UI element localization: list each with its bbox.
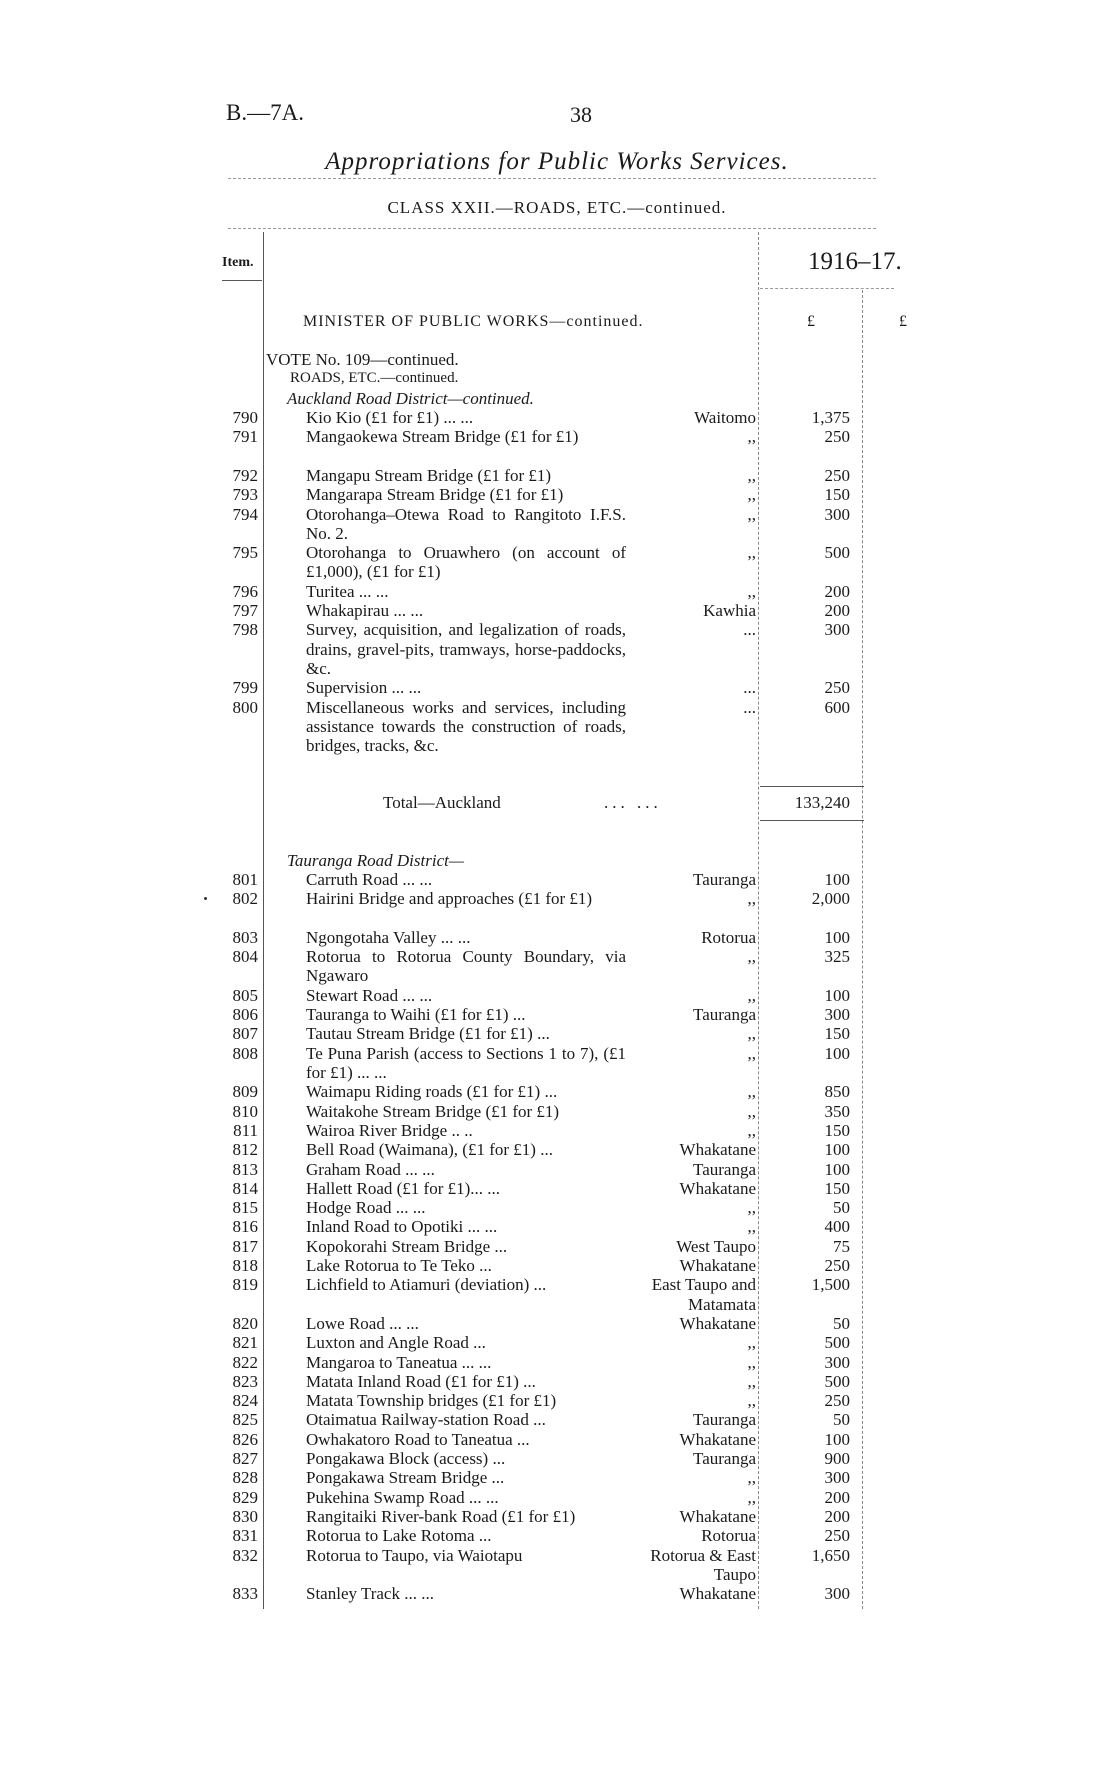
item-amount: 300 — [824, 504, 850, 524]
item-amount: 50 — [833, 1313, 850, 1333]
item-number: 806 — [232, 1005, 258, 1025]
auckland-total-amount: 133,240 — [794, 793, 850, 812]
item-district: ,, — [747, 1468, 756, 1488]
item-district: Tauranga — [693, 1005, 756, 1025]
item-amount: 200 — [824, 1487, 850, 1507]
item-amount: 500 — [824, 1371, 850, 1391]
item-amount: 200 — [824, 601, 850, 620]
item-number: 791 — [232, 427, 258, 447]
item-description: Rotorua to Rotorua County Boundary, via Ngawaro — [306, 947, 626, 986]
item-amount: 250 — [824, 1256, 850, 1275]
item-district: ,, — [747, 889, 756, 909]
item-number: 795 — [232, 543, 258, 563]
item-district: Rotorua & East Taupo — [650, 1545, 756, 1584]
item-number: 821 — [232, 1333, 258, 1353]
item-description: Lichfield to Atiamuri (deviation) ... — [306, 1275, 547, 1295]
item-amount: 250 — [824, 1526, 850, 1546]
item-description: Tauranga to Waihi (£1 for £1) ... — [306, 1005, 526, 1025]
item-number: 817 — [232, 1236, 258, 1256]
item-district: Tauranga — [693, 870, 756, 889]
item-amount: 850 — [824, 1082, 850, 1102]
item-district: ... — [743, 697, 756, 717]
item-number: 829 — [232, 1487, 258, 1507]
item-number: 812 — [232, 1140, 258, 1160]
item-amount: 100 — [824, 870, 850, 889]
item-column-rule — [263, 232, 264, 1609]
item-description: Lowe Road ... ... — [306, 1313, 419, 1333]
item-amount: 50 — [833, 1410, 850, 1430]
item-district: Whakatane — [679, 1313, 756, 1333]
item-district: Rotorua — [701, 927, 756, 947]
item-amount: 150 — [824, 1024, 850, 1044]
amount-column-rule — [862, 290, 863, 1609]
class-rule — [228, 228, 876, 229]
item-number: 819 — [232, 1275, 258, 1295]
item-district: ,, — [747, 581, 756, 601]
item-district: ,, — [747, 947, 756, 967]
item-number: 802 — [232, 889, 258, 909]
item-number: 794 — [232, 504, 258, 524]
item-description: Graham Road ... ... — [306, 1159, 435, 1179]
auckland-total-leaders: ... ... — [604, 793, 662, 812]
item-number: 825 — [232, 1410, 258, 1430]
item-amount: 2,000 — [811, 889, 850, 909]
item-district: Whakatane — [679, 1256, 756, 1275]
item-amount: 100 — [824, 1429, 850, 1449]
item-district: ,, — [747, 1082, 756, 1102]
item-amount: 200 — [824, 581, 850, 601]
item-number: 811 — [233, 1120, 258, 1140]
item-district: East Taupo and Matamata — [651, 1275, 756, 1314]
item-description: Stanley Track ... ... — [306, 1584, 434, 1604]
item-district: Tauranga — [693, 1449, 756, 1468]
item-district: Whakatane — [679, 1584, 756, 1604]
item-amount: 350 — [824, 1101, 850, 1121]
item-number: 793 — [232, 485, 258, 505]
item-description: Lake Rotorua to Te Teko ... — [306, 1256, 492, 1275]
item-header-rule — [222, 280, 262, 281]
item-district: ,, — [747, 1487, 756, 1507]
item-amount: 900 — [824, 1449, 850, 1468]
page-title: Appropriations for Public Works Services. — [325, 148, 789, 175]
item-number: 809 — [232, 1082, 258, 1102]
tauranga-district-heading: Tauranga Road District— — [287, 851, 464, 870]
item-district: ,, — [747, 1024, 756, 1044]
item-description: Rangitaiki River-bank Road (£1 for £1) — [306, 1506, 576, 1526]
item-number: 830 — [232, 1506, 258, 1526]
item-district: Whakatane — [679, 1140, 756, 1160]
item-district: ,, — [747, 1101, 756, 1121]
item-district: Tauranga — [693, 1410, 756, 1430]
item-number: 796 — [232, 581, 258, 601]
item-number: 820 — [232, 1313, 258, 1333]
item-district: ,, — [747, 1120, 756, 1140]
item-description: Kio Kio (£1 for £1) ... ... — [306, 408, 474, 427]
roads-heading: ROADS, ETC.—continued. — [290, 370, 459, 386]
item-description: Rotorua to Taupo, via Waiotapu — [306, 1545, 523, 1565]
minister-heading: MINISTER OF PUBLIC WORKS—continued. — [303, 313, 644, 330]
item-description: Mangapu Stream Bridge (£1 for £1) — [306, 465, 552, 485]
item-description: Owhakatoro Road to Taneatua ... — [306, 1429, 530, 1449]
item-number: 828 — [232, 1468, 258, 1488]
item-district: ,, — [747, 427, 756, 447]
item-description: Te Puna Parish (access to Sections 1 to 7), (£1 for £1) ... ... — [306, 1043, 626, 1082]
item-description: Mangarapa Stream Bridge (£1 for £1) — [306, 485, 564, 505]
title-rule — [228, 178, 876, 179]
item-number: 831 — [232, 1526, 258, 1546]
item-description: Matata Inland Road (£1 for £1) ... — [306, 1371, 536, 1391]
item-amount: 325 — [824, 947, 850, 967]
document-reference: B.—7A. — [226, 100, 304, 125]
pound-sign-column-1: £ — [807, 313, 815, 330]
item-number: 799 — [232, 678, 258, 698]
item-description: Supervision ... ... — [306, 678, 422, 698]
item-number: 792 — [232, 465, 258, 485]
item-amount: 250 — [824, 465, 850, 485]
item-amount: 1,500 — [811, 1275, 850, 1295]
item-number: 805 — [232, 985, 258, 1005]
item-description: Mangaroa to Taneatua ... ... — [306, 1352, 492, 1372]
item-district: ,, — [747, 1371, 756, 1391]
item-description: Pongakawa Stream Bridge ... — [306, 1468, 505, 1488]
item-description: Inland Road to Opotiki ... ... — [306, 1217, 498, 1237]
item-description: Matata Township bridges (£1 for £1) — [306, 1391, 557, 1411]
page-number: 38 — [570, 102, 592, 127]
item-number: 807 — [232, 1024, 258, 1044]
item-description: Tautau Stream Bridge (£1 for £1) ... — [306, 1024, 550, 1044]
item-amount: 100 — [824, 1043, 850, 1063]
item-district: ,, — [747, 1043, 756, 1063]
item-number: 833 — [232, 1584, 258, 1604]
item-description: Stewart Road ... ... — [306, 985, 433, 1005]
item-description: Rotorua to Lake Rotoma ... — [306, 1526, 492, 1546]
item-number: 797 — [232, 601, 258, 620]
item-description: Carruth Road ... ... — [306, 870, 433, 889]
item-district: Whakatane — [679, 1506, 756, 1526]
pound-sign-column-2: £ — [899, 313, 907, 330]
item-district: Kawhia — [703, 601, 756, 620]
item-amount: 300 — [824, 1468, 850, 1488]
item-district: ... — [743, 678, 756, 698]
item-amount: 100 — [824, 927, 850, 947]
item-district: Rotorua — [701, 1526, 756, 1546]
item-amount: 150 — [824, 1178, 850, 1198]
total-over-rule — [760, 786, 864, 787]
item-number: 815 — [232, 1198, 258, 1218]
item-amount: 250 — [824, 427, 850, 447]
item-number: 823 — [232, 1371, 258, 1391]
total-under-rule — [760, 820, 864, 821]
item-description: Hairini Bridge and approaches (£1 for £1) — [306, 889, 593, 909]
item-description: Ngongotaha Valley ... ... — [306, 927, 471, 947]
item-amount: 150 — [824, 1120, 850, 1140]
item-district: ,, — [747, 1198, 756, 1218]
item-district: ,, — [747, 485, 756, 505]
item-description: Hodge Road ... ... — [306, 1198, 426, 1218]
item-district: ,, — [747, 1391, 756, 1411]
item-amount: 75 — [833, 1236, 850, 1256]
item-number: 826 — [232, 1429, 258, 1449]
item-amount: 250 — [824, 1391, 850, 1411]
item-number: 803 — [232, 927, 258, 947]
item-number: 827 — [232, 1449, 258, 1468]
item-amount: 300 — [824, 1352, 850, 1372]
district-column-rule — [758, 232, 759, 1609]
item-number: 798 — [232, 620, 258, 640]
item-number: 822 — [232, 1352, 258, 1372]
item-description: Whakapirau ... ... — [306, 601, 424, 620]
item-number: 818 — [232, 1256, 258, 1275]
item-description: Luxton and Angle Road ... — [306, 1333, 486, 1353]
item-amount: 250 — [824, 678, 850, 698]
item-amount: 300 — [824, 1584, 850, 1604]
item-number: 801 — [232, 870, 258, 889]
item-number: 816 — [232, 1217, 258, 1237]
item-description: Waimapu Riding roads (£1 for £1) ... — [306, 1082, 558, 1102]
item-district: ,, — [747, 985, 756, 1005]
item-amount: 500 — [824, 543, 850, 563]
item-amount: 100 — [824, 1140, 850, 1160]
item-district: ,, — [747, 504, 756, 524]
item-number: 790 — [232, 408, 258, 427]
item-amount: 1,650 — [811, 1545, 850, 1565]
item-amount: 100 — [824, 1159, 850, 1179]
item-number: 814 — [232, 1178, 258, 1198]
item-description: Bell Road (Waimana), (£1 for £1) ... — [306, 1140, 553, 1160]
item-amount: 1,375 — [811, 408, 850, 427]
item-number: 824 — [232, 1391, 258, 1411]
item-description: Hallett Road (£1 for £1)... ... — [306, 1178, 501, 1198]
item-district: ,, — [747, 1333, 756, 1353]
item-district: ,, — [747, 465, 756, 485]
class-heading: CLASS XXII.—ROADS, ETC.—continued. — [387, 198, 727, 217]
item-description: Turitea ... ... — [306, 581, 389, 601]
item-amount: 600 — [824, 697, 850, 717]
item-number: 832 — [232, 1545, 258, 1565]
item-amount: 50 — [833, 1198, 850, 1218]
item-district: ,, — [747, 543, 756, 563]
item-description: Otorohanga–Otewa Road to Rangitoto I.F.S. No. 2. — [306, 504, 626, 543]
auckland-district-heading: Auckland Road District—continued. — [287, 389, 534, 408]
item-description: Mangaokewa Stream Bridge (£1 for £1) — [306, 427, 579, 447]
item-number: 800 — [232, 697, 258, 717]
item-district: Whakatane — [679, 1178, 756, 1198]
item-number: 813 — [232, 1159, 258, 1179]
year-header-rule — [760, 288, 894, 289]
item-description: Otorohanga to Oruawhero (on account of £1,000), (£1 for £1) — [306, 543, 626, 582]
item-description: Survey, acquisition, and legalization of roads, drains, gravel-pits, tramways, horse-paddocks, &c. — [306, 620, 626, 678]
auckland-total-label: Total—Auckland — [383, 793, 501, 812]
item-amount: 400 — [824, 1217, 850, 1237]
item-description: Wairoa River Bridge .. .. — [306, 1120, 473, 1140]
item-amount: 200 — [824, 1506, 850, 1526]
item-number: 808 — [232, 1043, 258, 1063]
item-amount: 500 — [824, 1333, 850, 1353]
item-district: ,, — [747, 1217, 756, 1237]
item-number: 810 — [232, 1101, 258, 1121]
item-description: Waitakohe Stream Bridge (£1 for £1) — [306, 1101, 560, 1121]
item-description: Pukehina Swamp Road ... ... — [306, 1487, 499, 1507]
item-district: Tauranga — [693, 1159, 756, 1179]
vote-heading: VOTE No. 109—continued. — [266, 350, 459, 369]
item-district: Whakatane — [679, 1429, 756, 1449]
item-district: West Taupo — [676, 1236, 756, 1256]
item-amount: 300 — [824, 620, 850, 640]
item-description: Otaimatua Railway-station Road ... — [306, 1410, 546, 1430]
item-description: Kopokorahi Stream Bridge ... — [306, 1236, 508, 1256]
item-number: 804 — [232, 947, 258, 967]
item-district: ... — [743, 620, 756, 640]
item-amount: 150 — [824, 485, 850, 505]
item-district: Waitomo — [694, 408, 756, 427]
item-amount: 300 — [824, 1005, 850, 1025]
item-district: ,, — [747, 1352, 756, 1372]
item-description: Pongakawa Block (access) ... — [306, 1449, 506, 1468]
item-description: Miscellaneous works and services, including assistance towards the construction of roads, bridges, tracks, &c. — [306, 697, 626, 756]
year-column-header: 1916–17. — [808, 248, 902, 275]
margin-mark — [204, 897, 207, 900]
item-column-header: Item. — [222, 255, 254, 270]
item-amount: 100 — [824, 985, 850, 1005]
